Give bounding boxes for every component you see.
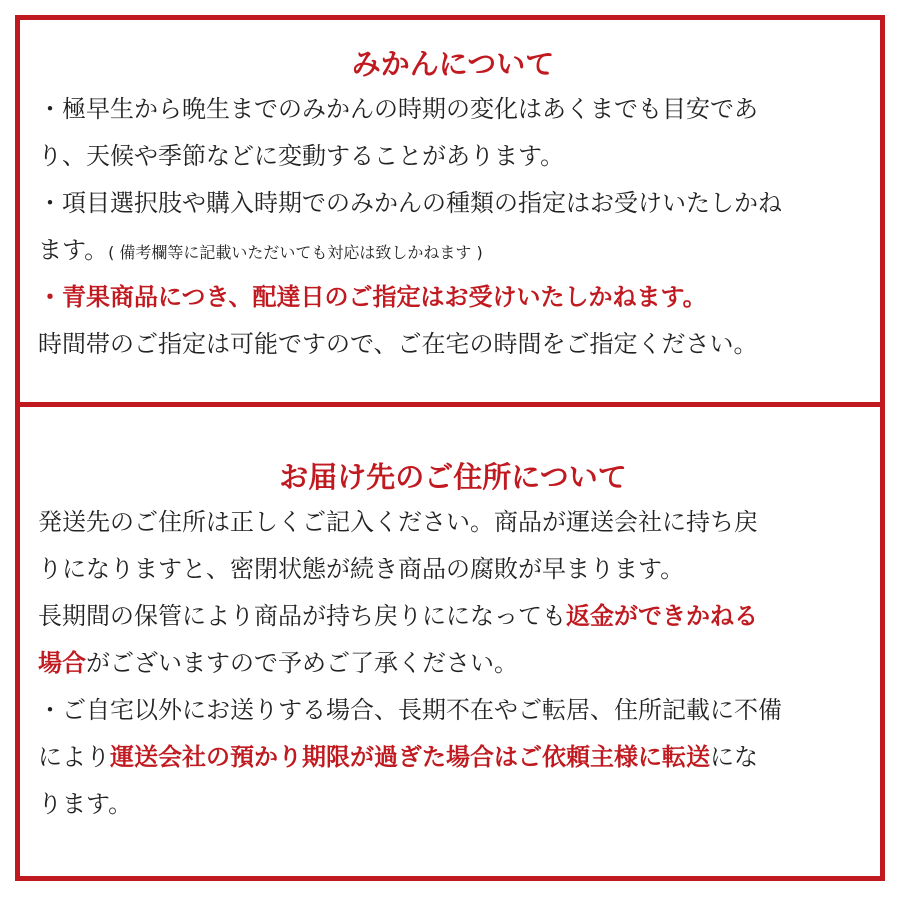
notice-line: ・項目選択肢や購入時期でのみかんの種類の指定はお受けいたしかね <box>38 189 782 217</box>
forwarding-warning: 運送会社の預かり期限が過ぎた場合はご依頼主様に転送 <box>110 743 710 771</box>
address-notice-section <box>20 455 880 828</box>
delivery-date-warning: ・青果商品につき、配達日のご指定はお受けいたしかねます。 <box>38 283 707 311</box>
notice-line <box>38 640 868 687</box>
notice-text: がございますので予めご了承ください。 <box>86 649 518 677</box>
notice-line: ・極早生から晩生までのみかんの時期の変化はあくまでも目安であ <box>38 95 758 123</box>
section-title: お届け先のご住所について <box>279 460 627 494</box>
refund-warning: 場合 <box>38 649 86 677</box>
refund-warning: 返金ができかねる <box>566 602 758 630</box>
notice-line <box>38 593 868 640</box>
notice-text: にな <box>710 743 758 771</box>
notice-note: ( 備考欄等に記載いただいても対応は致しかねます ) <box>108 243 483 262</box>
section-title: みかんについて <box>351 47 555 81</box>
notice-line <box>38 227 868 274</box>
notice-text: ます。 <box>38 236 109 264</box>
notice-line <box>38 734 868 781</box>
notice-line: ります。 <box>38 790 133 818</box>
notice-text: により <box>38 743 110 771</box>
section-divider <box>15 402 885 407</box>
notice-text: 長期間の保管により商品が持ち戻りにになっても <box>38 602 566 630</box>
notice-line: 発送先のご住所は正しくご記入ください。商品が運送会社に持ち戻 <box>38 508 758 536</box>
notice-line: ・ご自宅以外にお送りする場合、長期不在やご転居、住所記載に不備 <box>38 696 782 724</box>
notice-line: 時間帯のご指定は可能ですので、ご在宅の時間をご指定ください。 <box>38 330 758 358</box>
notice-line: りになりますと、密閉状態が続き商品の腐敗が早まります。 <box>38 555 685 583</box>
notice-line: り、天候や季節などに変動することがあります。 <box>38 142 565 170</box>
mikan-notice-section <box>20 42 880 368</box>
